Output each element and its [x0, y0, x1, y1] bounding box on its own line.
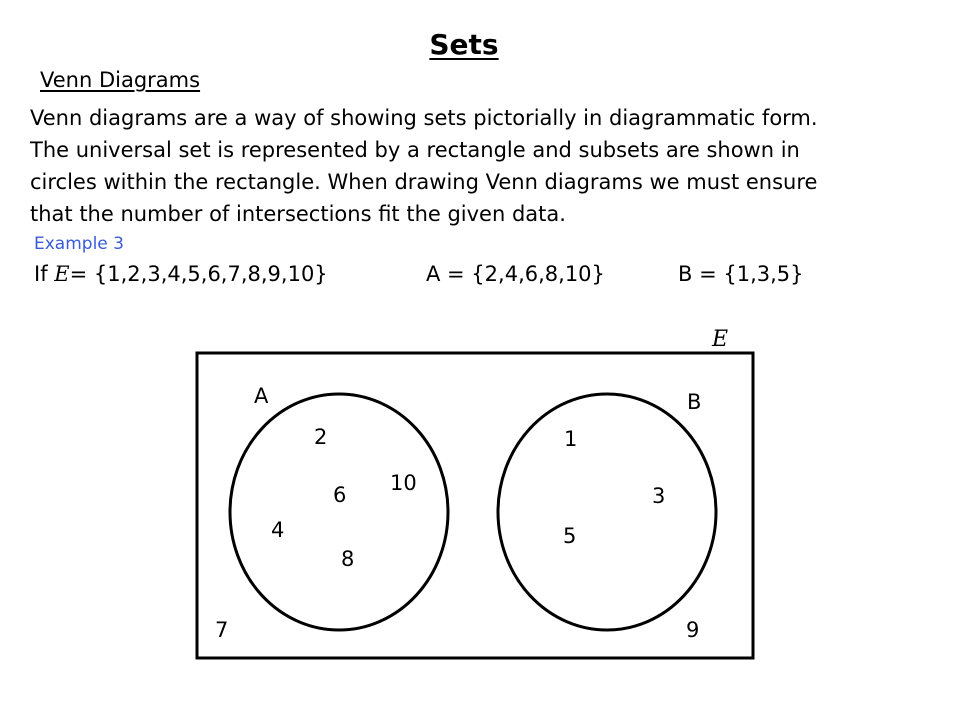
set-b-circle: [498, 394, 716, 630]
universal-prefix: If: [34, 262, 48, 286]
set-b-definition: B = {1,3,5}: [678, 262, 804, 286]
element-a-2: 2: [314, 425, 328, 449]
element-b-5: 5: [563, 524, 577, 548]
set-a-circle: [230, 394, 448, 630]
section-subtitle: Venn Diagrams: [40, 68, 201, 92]
intro-line-2: The universal set is represented by a rectangle and subsets are shown in: [30, 138, 800, 162]
intro-line-3: circles within the rectangle. When drawing Venn diagrams we must ensure: [30, 170, 818, 194]
element-a-4: 4: [271, 518, 285, 542]
page-title: Sets: [429, 28, 499, 61]
element-b-3: 3: [652, 484, 666, 508]
element-a-6: 6: [333, 483, 347, 507]
example-label: Example 3: [34, 234, 124, 254]
element-a-8: 8: [341, 547, 355, 571]
intro-line-4: that the number of intersections fit the given data.: [30, 202, 566, 226]
set-a-definition: A = {2,4,6,8,10}: [426, 262, 605, 286]
universal-set-values: = {1,2,3,4,5,6,7,8,9,10}: [69, 262, 328, 286]
universal-set-label: E: [712, 327, 729, 352]
element-a-10: 10: [390, 471, 417, 495]
element-b-1: 1: [564, 427, 578, 451]
element-outside-7: 7: [215, 618, 229, 642]
element-outside-9: 9: [686, 618, 700, 642]
intro-line-1: Venn diagrams are a way of showing sets pictorially in diagrammatic form.: [30, 106, 818, 130]
set-a-label: A: [254, 384, 269, 408]
universal-set-symbol: E: [54, 262, 70, 286]
set-b-label: B: [687, 390, 702, 414]
